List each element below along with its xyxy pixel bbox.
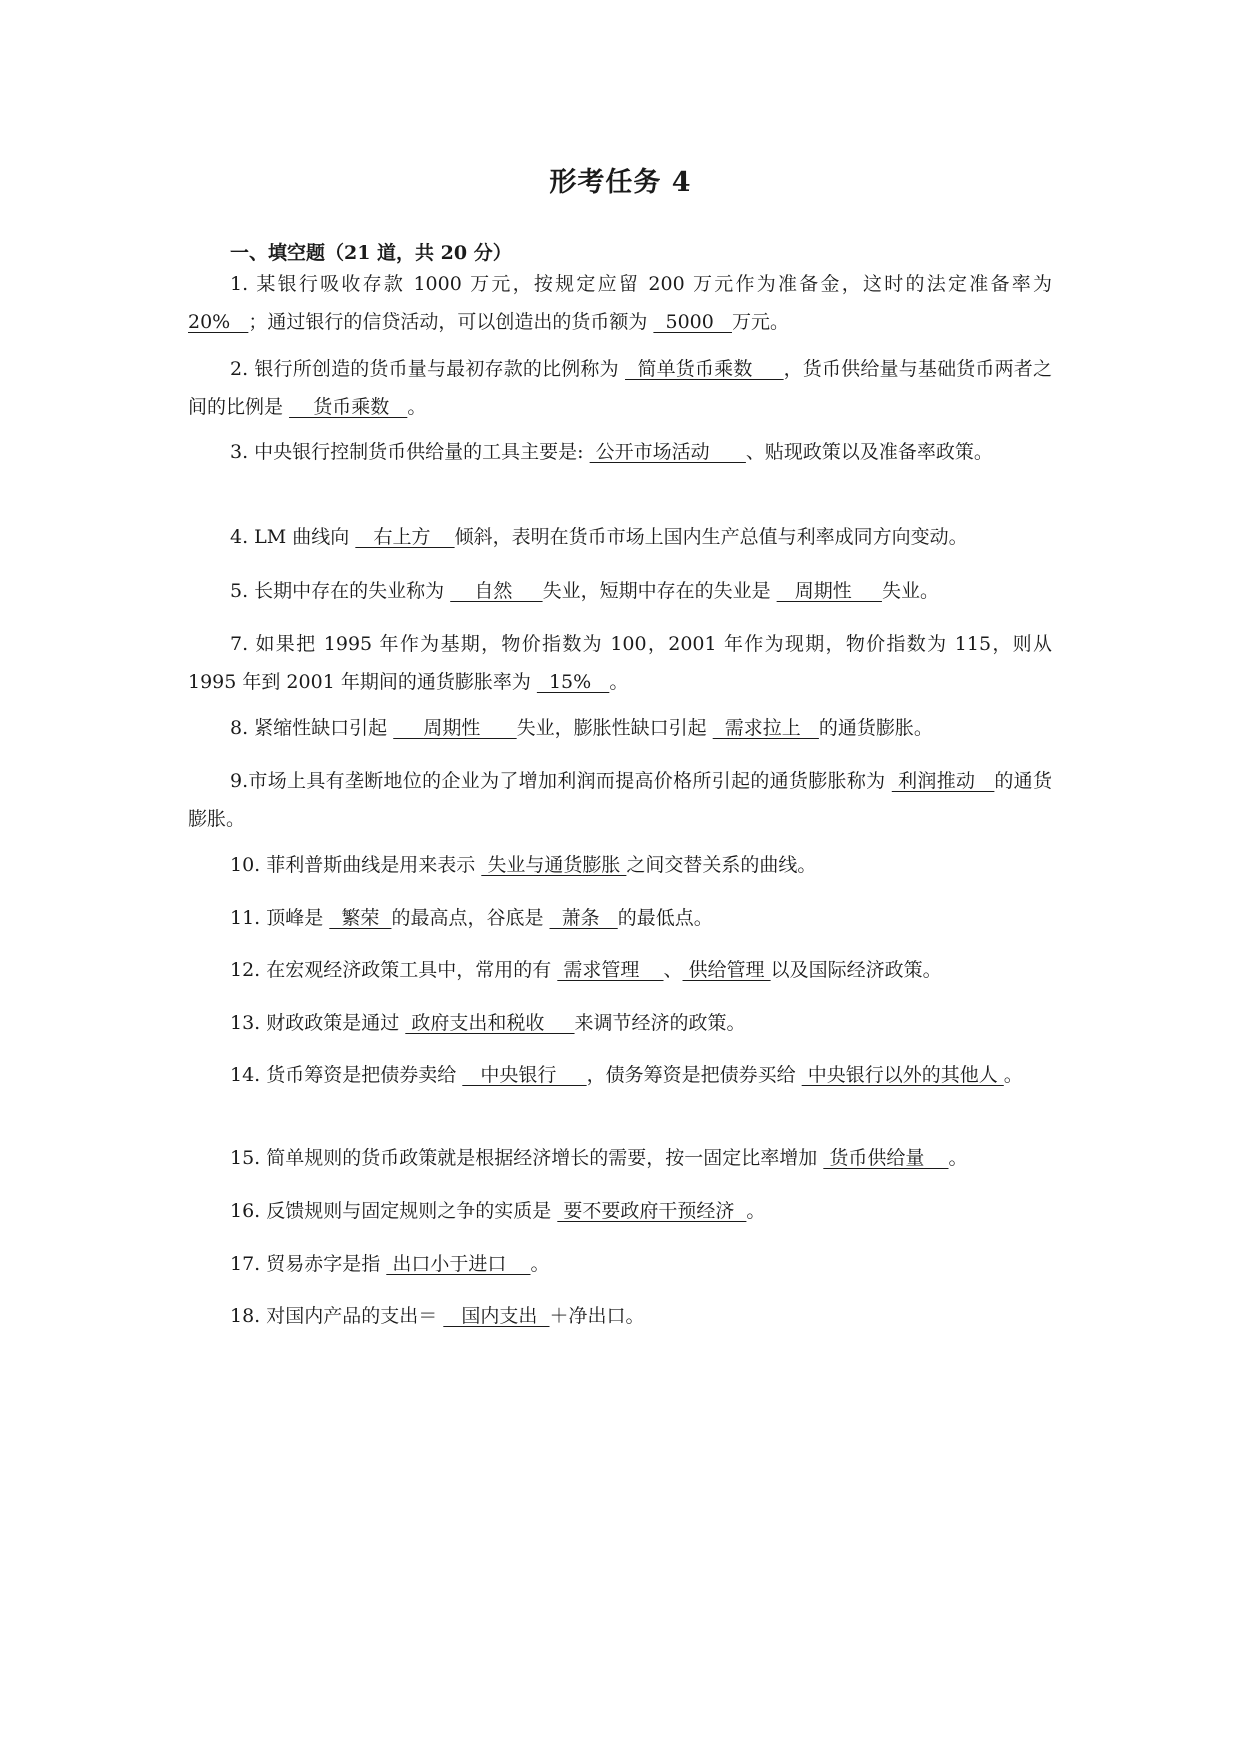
question-text: 失业，膨胀性缺口引起 [516,717,713,739]
question-item [188,846,1052,884]
question-item [188,1056,1052,1094]
answer-blank: 失业与通货膨胀 [481,854,627,876]
question-item [188,1297,1052,1335]
question-text: 以及国际经济政策。 [770,959,942,981]
question-text: ，债务筹资是把债券买给 [586,1064,802,1086]
question-text: 、贴现政策以及准备率政策。 [745,441,993,463]
question-item [188,1192,1052,1230]
question-item [188,350,1052,426]
answer-blank: 政府支出和税收 [405,1012,575,1034]
question-item [188,1004,1052,1042]
question-item [188,433,1052,471]
answer-blank: 需求拉上 [712,717,819,739]
answer-blank: 出口小于进口 [386,1253,531,1275]
question-text: 。 [530,1253,550,1275]
answer-blank: 国内支出 [443,1305,550,1327]
question-text: 5. 长期中存在的失业称为 [230,580,451,602]
question-item [188,572,1052,610]
question-text: 13. 财政政策是通过 [230,1012,406,1034]
question-item [188,625,1052,701]
question-text: 。 [948,1147,968,1169]
answer-blank: 简单货币乘数 [625,358,784,380]
question-item [188,1139,1052,1177]
question-text: 11. 顶峰是 [230,907,330,929]
question-text: 1. 某银行吸收存款 1000 万元，按规定应留 200 万元作为准备金，这时的法定准备率为 [230,273,1052,295]
question-text: 。 [609,671,629,693]
question-text: 9.市场上具有垄断地位的企业为了增加利润而提高价格所引起的通货膨胀称为 [230,770,892,792]
question-text: 14. 货币筹资是把债券卖给 [230,1064,463,1086]
question-item [188,265,1052,341]
question-item [188,951,1052,989]
question-item [188,709,1052,747]
answer-blank: 货币供给量 [823,1147,949,1169]
question-text: 之间交替关系的曲线。 [626,854,817,876]
question-text: 来调节经济的政策。 [574,1012,746,1034]
answer-blank: 要不要政府干预经济 [557,1200,747,1222]
question-text: ＋净出口。 [549,1305,645,1327]
answer-blank: 周期性 [776,580,882,602]
question-text: 8. 紧缩性缺口引起 [230,717,394,739]
answer-blank: 中央银行以外的其他人 [801,1064,1004,1086]
question-text: 10. 菲利普斯曲线是用来表示 [230,854,482,876]
question-item [188,899,1052,937]
answer-blank: 公开市场活动 [589,441,746,463]
question-text: 的通货膨胀。 [818,717,933,739]
answer-blank: 繁荣 [329,907,392,929]
answer-blank: 利润推动 [891,770,995,792]
question-text: 、 [663,959,683,981]
question-item [188,1245,1052,1283]
question-text: 12. 在宏观经济政策工具中，常用的有 [230,959,558,981]
question-text: 的最低点。 [617,907,713,929]
question-item [188,762,1052,838]
question-text: ，货币供给量与基础货币两者之间的比例是 [188,358,1052,418]
answer-blank: 中央银行 [462,1064,587,1086]
answer-blank: 自然 [450,580,543,602]
question-item [188,518,1052,556]
question-text: 17. 贸易赤字是指 [230,1253,387,1275]
question-text: 16. 反馈规则与固定规则之争的实质是 [230,1200,558,1222]
section-heading: 一、填空题（21 道，共 20 分） [230,242,512,264]
answer-blank: 萧条 [549,907,618,929]
question-text: 。 [1003,1064,1023,1086]
page-title: 形考任务 4 [549,167,692,198]
question-text: 失业。 [881,580,939,602]
answer-blank: 15% [536,671,610,693]
answer-blank: 需求管理 [557,959,664,981]
question-text: 的最高点，谷底是 [391,907,550,929]
question-text: 。 [746,1200,766,1222]
question-text: 4. LM 曲线向 [230,526,356,548]
question-text: 万元。 [731,311,789,333]
question-text: 2. 银行所创造的货币量与最初存款的比例称为 [230,358,625,380]
question-text: 失业，短期中存在的失业是 [542,580,777,602]
question-text: 15. 简单规则的货币政策就是根据经济增长的需要，按一固定比率增加 [230,1147,824,1169]
question-text: 倾斜，表明在货币市场上国内生产总值与利率成同方向变动。 [454,526,968,548]
answer-blank: 供给管理 [682,959,771,981]
answer-blank: 货币乘数 [289,396,408,418]
answer-blank: 右上方 [355,526,455,548]
question-text: 7. 如果把 1995 年作为基期，物价指数为 100，2001 年作为现期，物价指数为 115，则从 1995 年到 2001 年期间的通货膨胀率为 [188,633,1052,693]
question-text: 18. 对国内产品的支出＝ [230,1305,444,1327]
question-text: ；通过银行的信贷活动，可以创造出的货币额为 [248,311,654,333]
answer-blank: 5000 [653,311,732,333]
question-text: 。 [407,396,427,418]
answer-blank: 20% [188,311,249,333]
answer-blank: 周期性 [393,717,517,739]
question-text: 的通货膨胀。 [188,770,1052,830]
question-text: 3. 中央银行控制货币供给量的工具主要是: [230,441,590,463]
